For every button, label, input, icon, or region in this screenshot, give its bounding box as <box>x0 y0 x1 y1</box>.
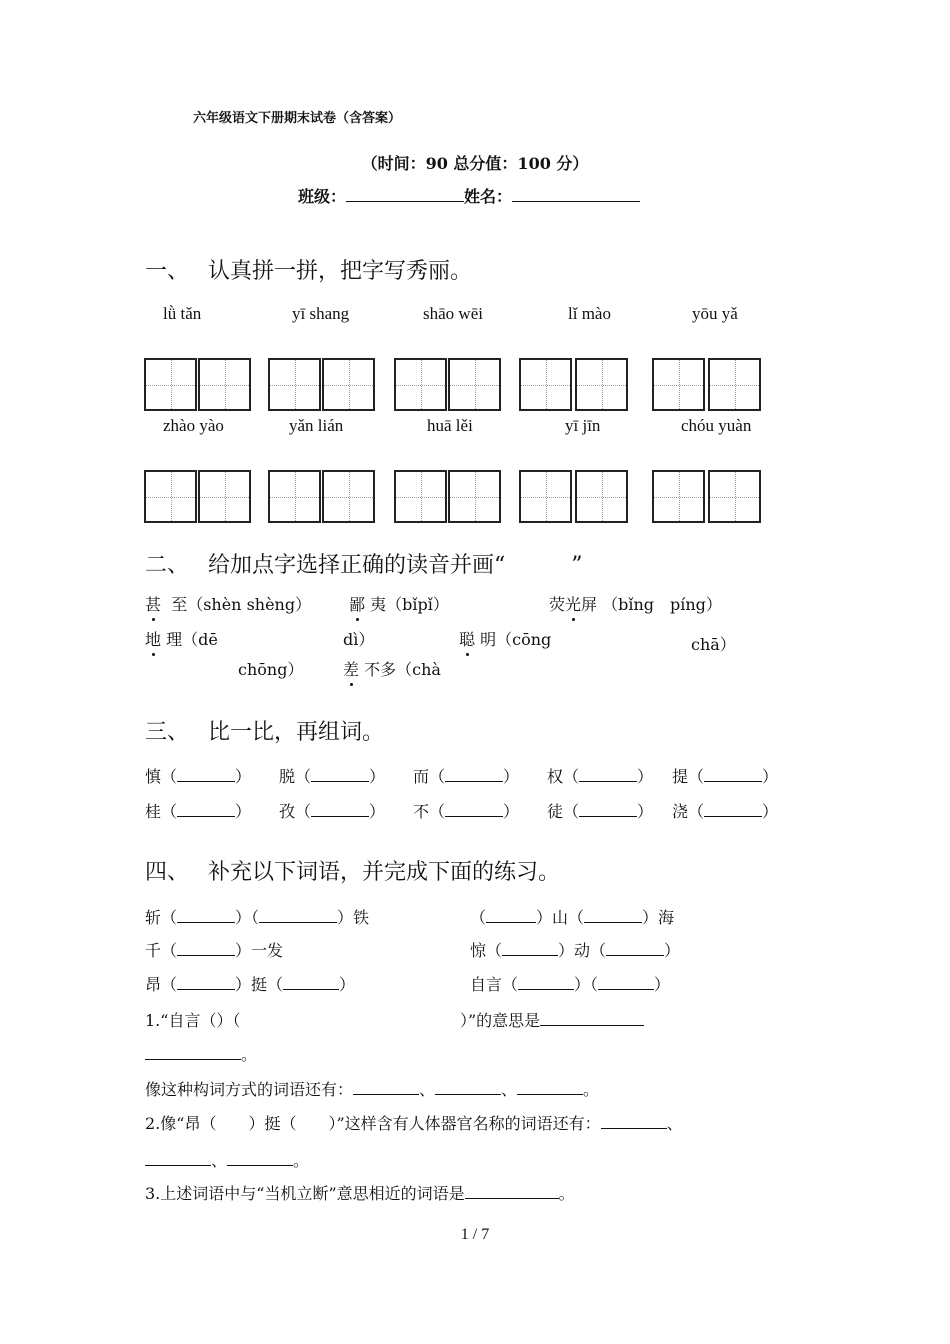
char: 脱 <box>279 767 296 786</box>
question-text: 像这种构词方式的词语还有： <box>145 1080 354 1099</box>
word-item: 而（ ） <box>413 767 520 786</box>
idiom-item <box>470 972 670 995</box>
section-1-heading <box>145 254 472 285</box>
idiom-item <box>145 905 369 928</box>
answer-blank[interactable] <box>540 1011 644 1026</box>
question-1-end <box>145 1042 257 1065</box>
pinyin: zhào yào <box>163 416 224 435</box>
answer-blank[interactable] <box>311 802 369 817</box>
answer-blank[interactable] <box>177 802 235 817</box>
pinyin: lǜ tǎn <box>163 304 202 323</box>
writing-box[interactable] <box>268 358 321 411</box>
writing-box[interactable] <box>394 470 447 523</box>
question-1-cont <box>460 1008 644 1031</box>
section-title: 补充以下词语，并完成下面的练习。 <box>208 860 561 885</box>
pinyin: huā lěi <box>427 416 473 435</box>
doc-title: 六年级语文下册期末试卷（含答案） <box>193 111 402 126</box>
char: 慎 <box>145 767 162 786</box>
idiom-text: （ <box>470 908 487 927</box>
char: 浇 <box>672 802 689 821</box>
answer-blank[interactable] <box>177 975 235 990</box>
answer-blank[interactable] <box>145 1045 241 1060</box>
section-number: 三、 <box>145 720 190 745</box>
word-item: 慎（ ） <box>145 767 252 786</box>
word-item: 不（ ） <box>413 802 520 821</box>
answer-blank[interactable] <box>435 1080 501 1095</box>
answer-blank[interactable] <box>579 802 637 817</box>
idiom-text: ）挺（ <box>235 975 284 994</box>
section-title: 给加点字选择正确的读音并画“ ” <box>208 553 583 578</box>
char: 徒 <box>547 802 564 821</box>
dotted-char: 聪 <box>459 630 476 649</box>
idiom-text: 昂（ <box>145 975 178 994</box>
question-1-extra: 像这种构词方式的词语还有： 、 、 。 <box>145 1080 600 1099</box>
question-text: 2.像“昂（ ）挺（ ）”这样含有人体器官名称的词语还有： <box>145 1114 601 1133</box>
idiom-text: 千（ <box>145 941 178 960</box>
page-number: 1 / 7 <box>460 1226 490 1243</box>
idiom-text: ）动（ <box>558 941 607 960</box>
char: 权 <box>547 767 564 786</box>
idiom-text: ） <box>664 941 681 960</box>
answer-blank[interactable] <box>353 1080 419 1095</box>
word-item: 脱（ ） <box>279 767 386 786</box>
word-item: 桂（ ） <box>145 802 252 821</box>
section-number: 一、 <box>145 259 190 284</box>
idiom-text: ）一发 <box>235 941 284 960</box>
char: 不 <box>413 802 430 821</box>
writing-box[interactable] <box>198 470 251 523</box>
writing-box[interactable] <box>394 358 447 411</box>
answer-blank[interactable] <box>177 941 235 956</box>
reading-item <box>145 627 218 650</box>
writing-box[interactable] <box>144 470 197 523</box>
reading-options[interactable]: chōng） <box>238 660 304 679</box>
writing-box[interactable] <box>652 358 705 411</box>
idiom-item <box>145 938 283 961</box>
answer-blank[interactable] <box>145 1151 211 1166</box>
section-number: 二、 <box>145 553 190 578</box>
idiom-text: ）山（ <box>536 908 585 927</box>
word-item: 权（ ） <box>547 767 654 786</box>
answer-blank[interactable] <box>704 802 762 817</box>
idiom-text: 斩（ <box>145 908 178 927</box>
answer-blank[interactable] <box>259 908 337 923</box>
pinyin: chóu yuàn <box>681 416 752 435</box>
writing-box[interactable] <box>448 358 501 411</box>
section-3-heading <box>145 715 384 746</box>
question-2-cont: 、 。 <box>145 1148 309 1171</box>
dotted-char: 地 <box>145 630 162 649</box>
answer-blank[interactable] <box>227 1151 293 1166</box>
writing-box[interactable] <box>652 470 705 523</box>
reading-item <box>459 627 551 650</box>
writing-box[interactable] <box>519 358 572 411</box>
idiom-text: ） <box>339 975 356 994</box>
word-item: 浇（ ） <box>672 802 779 821</box>
answer-blank[interactable] <box>584 908 642 923</box>
class-blank[interactable] <box>346 185 464 202</box>
writing-box[interactable] <box>198 358 251 411</box>
idiom-text: ） <box>654 975 671 994</box>
name-label: 姓名： <box>464 187 513 206</box>
answer-blank[interactable] <box>445 767 503 782</box>
answer-blank[interactable] <box>606 941 664 956</box>
word-item: 徒（ ） <box>547 802 654 821</box>
reading-options[interactable]: chā） <box>691 635 736 654</box>
name-blank[interactable] <box>512 185 640 202</box>
class-name-line <box>298 184 640 207</box>
pinyin: yī shang <box>292 304 350 323</box>
writing-box[interactable] <box>322 470 375 523</box>
question-text: 3.上述词语中与“当机立断”意思相近的词语是 <box>145 1184 465 1203</box>
question-text: 1.“自言（）（ <box>145 1011 241 1030</box>
writing-box[interactable] <box>144 358 197 411</box>
question-text: 。 <box>241 1045 258 1064</box>
answer-blank[interactable] <box>579 767 637 782</box>
dotted-char: 甚 <box>145 595 162 614</box>
question-text: ）”的意思是 <box>460 1011 541 1030</box>
idiom-text: ）（ <box>235 908 260 927</box>
reading-item <box>145 592 311 615</box>
char: 桂 <box>145 802 162 821</box>
dotted-char: 荧光屏 <box>549 595 598 614</box>
writing-box[interactable] <box>322 358 375 411</box>
answer-blank[interactable] <box>486 908 536 923</box>
dotted-char: 鄙 <box>349 595 366 614</box>
pinyin: yōu yǎ <box>692 304 738 323</box>
section-4-heading <box>145 855 560 886</box>
idiom-text: ）海 <box>642 908 675 927</box>
idiom-item <box>470 938 680 961</box>
class-label: 班级： <box>298 187 347 206</box>
reading-options[interactable]: 理（dē <box>166 630 218 649</box>
answer-blank[interactable] <box>465 1184 559 1199</box>
char: 而 <box>413 767 430 786</box>
answer-blank[interactable] <box>502 941 558 956</box>
writing-box[interactable] <box>708 470 761 523</box>
reading-item <box>343 657 441 680</box>
idiom-text: 自言（ <box>470 975 519 994</box>
writing-box[interactable] <box>708 358 761 411</box>
writing-box[interactable] <box>519 470 572 523</box>
reading-options[interactable]: 夷（bǐpǐ） <box>370 595 449 614</box>
pinyin: yǎn lián <box>289 416 344 435</box>
question-2: 2.像“昂（ ）挺（ ）”这样含有人体器官名称的词语还有： 、 <box>145 1114 683 1133</box>
char: 孜 <box>279 802 296 821</box>
answer-blank[interactable] <box>517 1080 583 1095</box>
reading-item <box>549 592 722 615</box>
reading-options[interactable]: 至（shèn shèng） <box>171 595 312 614</box>
section-title: 比一比，再组词。 <box>208 720 385 745</box>
section-title: 认真拼一拼，把字写秀丽。 <box>208 259 473 284</box>
writing-box[interactable] <box>575 470 628 523</box>
idiom-item <box>470 905 674 928</box>
question-3: 3.上述词语中与“当机立断”意思相近的词语是 。 <box>145 1184 575 1203</box>
pinyin: yī jīn <box>565 416 601 435</box>
answer-blank[interactable] <box>283 975 339 990</box>
writing-box[interactable] <box>268 470 321 523</box>
char: 提 <box>672 767 689 786</box>
writing-box[interactable] <box>575 358 628 411</box>
reading-options[interactable]: dì） <box>343 630 375 649</box>
pinyin: shāo wēi <box>423 304 483 323</box>
idiom-text: ）铁 <box>337 908 370 927</box>
answer-blank[interactable] <box>177 767 235 782</box>
answer-blank[interactable] <box>311 767 369 782</box>
exam-meta: （时间：90 总分值：100 分） <box>361 154 589 173</box>
section-number: 四、 <box>145 860 190 885</box>
answer-blank[interactable] <box>704 767 762 782</box>
idiom-text: 惊（ <box>470 941 503 960</box>
answer-blank[interactable] <box>598 975 654 990</box>
answer-blank[interactable] <box>601 1114 667 1129</box>
reading-item <box>349 592 449 615</box>
section-2-heading <box>145 548 583 579</box>
reading-options[interactable]: 不多（chà <box>364 660 441 679</box>
word-item: 提（ ） <box>672 767 779 786</box>
answer-blank[interactable] <box>177 908 235 923</box>
reading-options[interactable]: （bǐng píng） <box>602 595 722 614</box>
writing-box[interactable] <box>448 470 501 523</box>
answer-blank[interactable] <box>445 802 503 817</box>
pinyin: lǐ mào <box>568 304 611 323</box>
question-1 <box>145 1008 240 1031</box>
dotted-char: 差 <box>343 660 360 679</box>
word-item: 孜（ ） <box>279 802 386 821</box>
idiom-item <box>145 972 355 995</box>
answer-blank[interactable] <box>518 975 574 990</box>
idiom-text: ）（ <box>574 975 599 994</box>
reading-options[interactable]: 明（cōng <box>480 630 552 649</box>
